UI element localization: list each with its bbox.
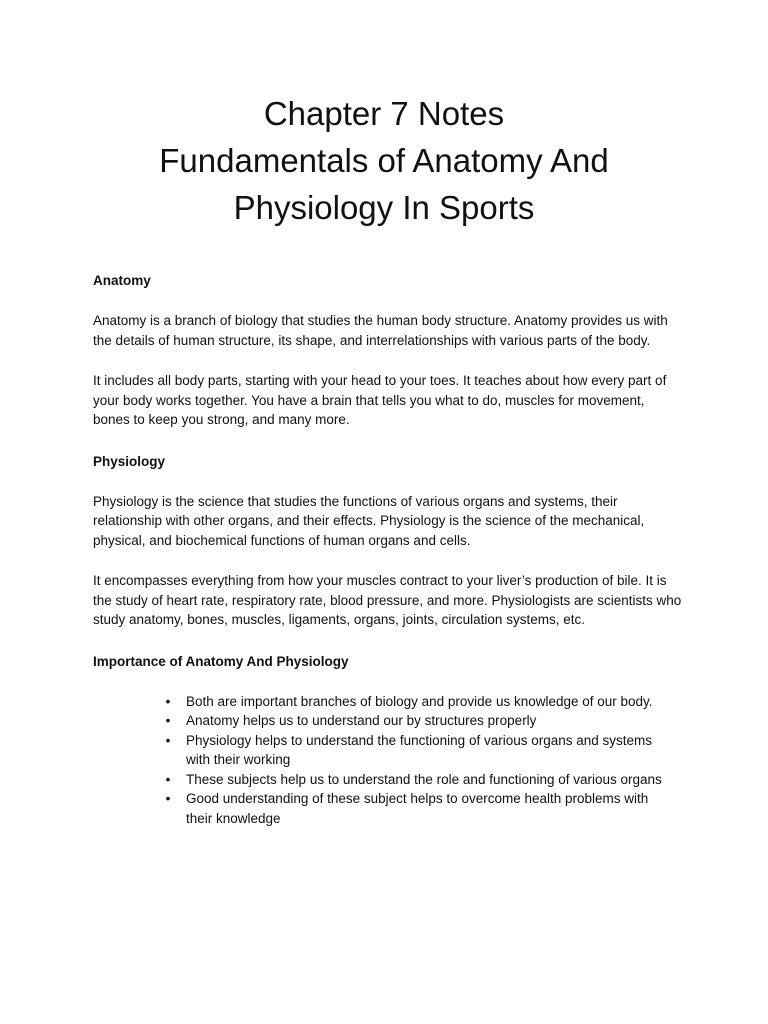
bullet-icon: • [165, 693, 171, 709]
bullet-icon: • [165, 713, 171, 728]
list-item [162, 711, 662, 731]
title-line-2: Fundamentals of Anatomy And [159, 142, 609, 179]
list-item-text: Both are important branches of biology and provide us knowledge of our body. [186, 693, 653, 709]
bullet-icon: • [165, 791, 171, 806]
list-item-text: Physiology helps to understand the functioning of various organs and systems with their working [186, 732, 653, 767]
anatomy-paragraph-1: Anatomy is a branch of biology that studies the human body structure. Anatomy provides us with the details of human structure, its shape, and interrelationships with various parts of the body. [93, 313, 668, 348]
bullet-icon: • [165, 732, 171, 748]
title-line-3: Physiology In Sports [233, 189, 535, 226]
document-title [0, 90, 768, 231]
list-item [162, 770, 662, 790]
list-item-text: Anatomy helps us to understand our by structures properly [186, 713, 537, 728]
list-item [162, 731, 662, 770]
physiology-paragraph-1: Physiology is the science that studies the functions of various organs and systems, their relationship with other organs, and their effects. Physiology is the science of the mechanical, physical, and biochemical functions of human organs and cells. [93, 493, 645, 548]
list-item [162, 789, 662, 828]
title-line-1: Chapter 7 Notes [263, 95, 505, 132]
physiology-paragraph-2: It encompasses everything from how your muscles contract to your liver’s production of bile. It is the study of heart rate, respiratory rate, blood pressure, and more. Physiologists are scientists who study anatomy, bones, muscles, ligaments, organs, joints, circulation systems, etc. [93, 573, 682, 627]
physiology-heading: Physiology [93, 453, 166, 469]
document-body [93, 271, 683, 828]
list-item [162, 692, 662, 712]
anatomy-heading: Anatomy [93, 273, 151, 288]
importance-heading: Importance of Anatomy And Physiology [93, 653, 349, 669]
importance-bullet-list [162, 692, 662, 829]
bullet-icon: • [165, 771, 171, 787]
list-item-text: These subjects help us to understand the role and functioning of various organs [186, 771, 662, 787]
list-item-text: Good understanding of these subject helps to overcome health problems with their knowledge [186, 791, 649, 826]
anatomy-paragraph-2: It includes all body parts, starting with your head to your toes. It teaches about how every part of your body works together. You have a brain that tells you what to do, muscles for movement, bones to keep you strong, and many more. [93, 373, 667, 427]
